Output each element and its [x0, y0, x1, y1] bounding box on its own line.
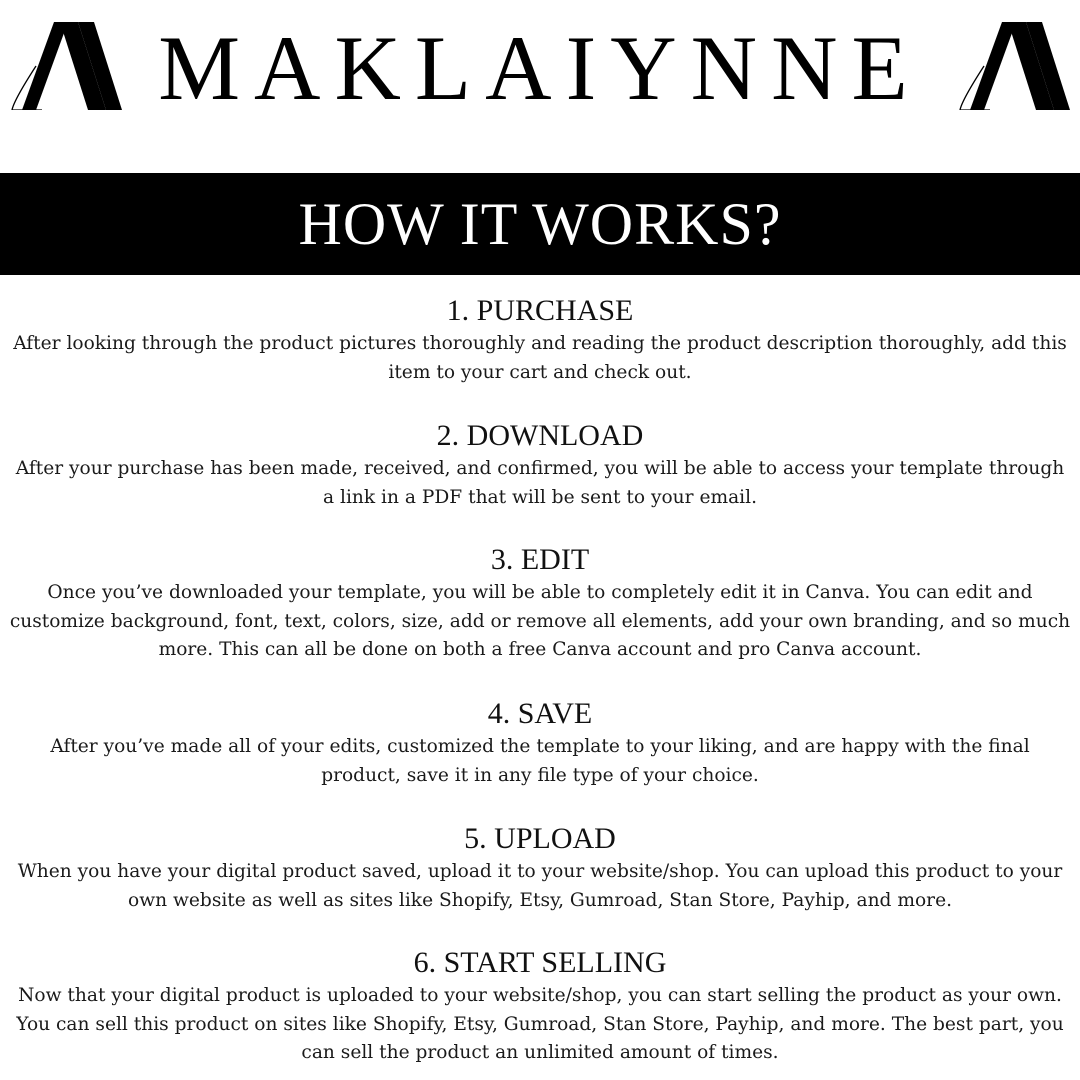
step-description: After your purchase has been made, received, and confirmed, you will be able to access your template through a link in a PDF that will be sent to your email. [15, 458, 1065, 508]
step-description: Now that your digital product is uploaded to your website/shop, you can start selling the product as your own. You can sell this product on sites like Shopify, Etsy, Gumroad, Stan Store, Payhip, and more. The best part, you can sell the product an unlimited amount of times. [16, 985, 1064, 1063]
monogram-m-logo-icon [958, 22, 1070, 110]
step-save [8, 697, 1072, 790]
brand-header [0, 0, 1080, 150]
step-title: 3. EDIT [490, 543, 590, 576]
monogram-m-logo-icon [10, 22, 122, 110]
step-download [8, 419, 1072, 512]
step-description: After looking through the product pictures thoroughly and reading the product description thoroughly, add this item to your cart and check out. [13, 333, 1067, 383]
page-title: HOW IT WORKS? [298, 191, 782, 257]
step-title: 2. DOWNLOAD [436, 419, 644, 452]
step-upload [8, 822, 1072, 915]
step-description: Once you’ve downloaded your template, you will be able to completely edit it in Canva. You can edit and customize background, font, text, colors, size, add or remove all elements, add your own branding, and so much more. This can all be done on both a free Canva account and pro Canva account. [9, 582, 1071, 660]
step-title: 1. PURCHASE [446, 294, 634, 327]
title-banner [0, 173, 1080, 275]
step-description: When you have your digital product saved, upload it to your website/shop. You can upload this product to your own website as well as sites like Shopify, Etsy, Gumroad, Stan Store, Payhip, and more. [17, 861, 1063, 911]
step-purchase [8, 294, 1072, 387]
step-start-selling [8, 946, 1072, 1068]
step-edit [8, 543, 1072, 665]
step-description: After you’ve made all of your edits, customized the template to your liking, and are happy with the final product, save it in any file type of your choice. [50, 736, 1030, 786]
brand-name: MAKLAIYNNE [158, 17, 922, 119]
step-title: 5. UPLOAD [464, 822, 616, 855]
step-title: 6. START SELLING [413, 946, 667, 979]
step-title: 4. SAVE [487, 697, 593, 730]
